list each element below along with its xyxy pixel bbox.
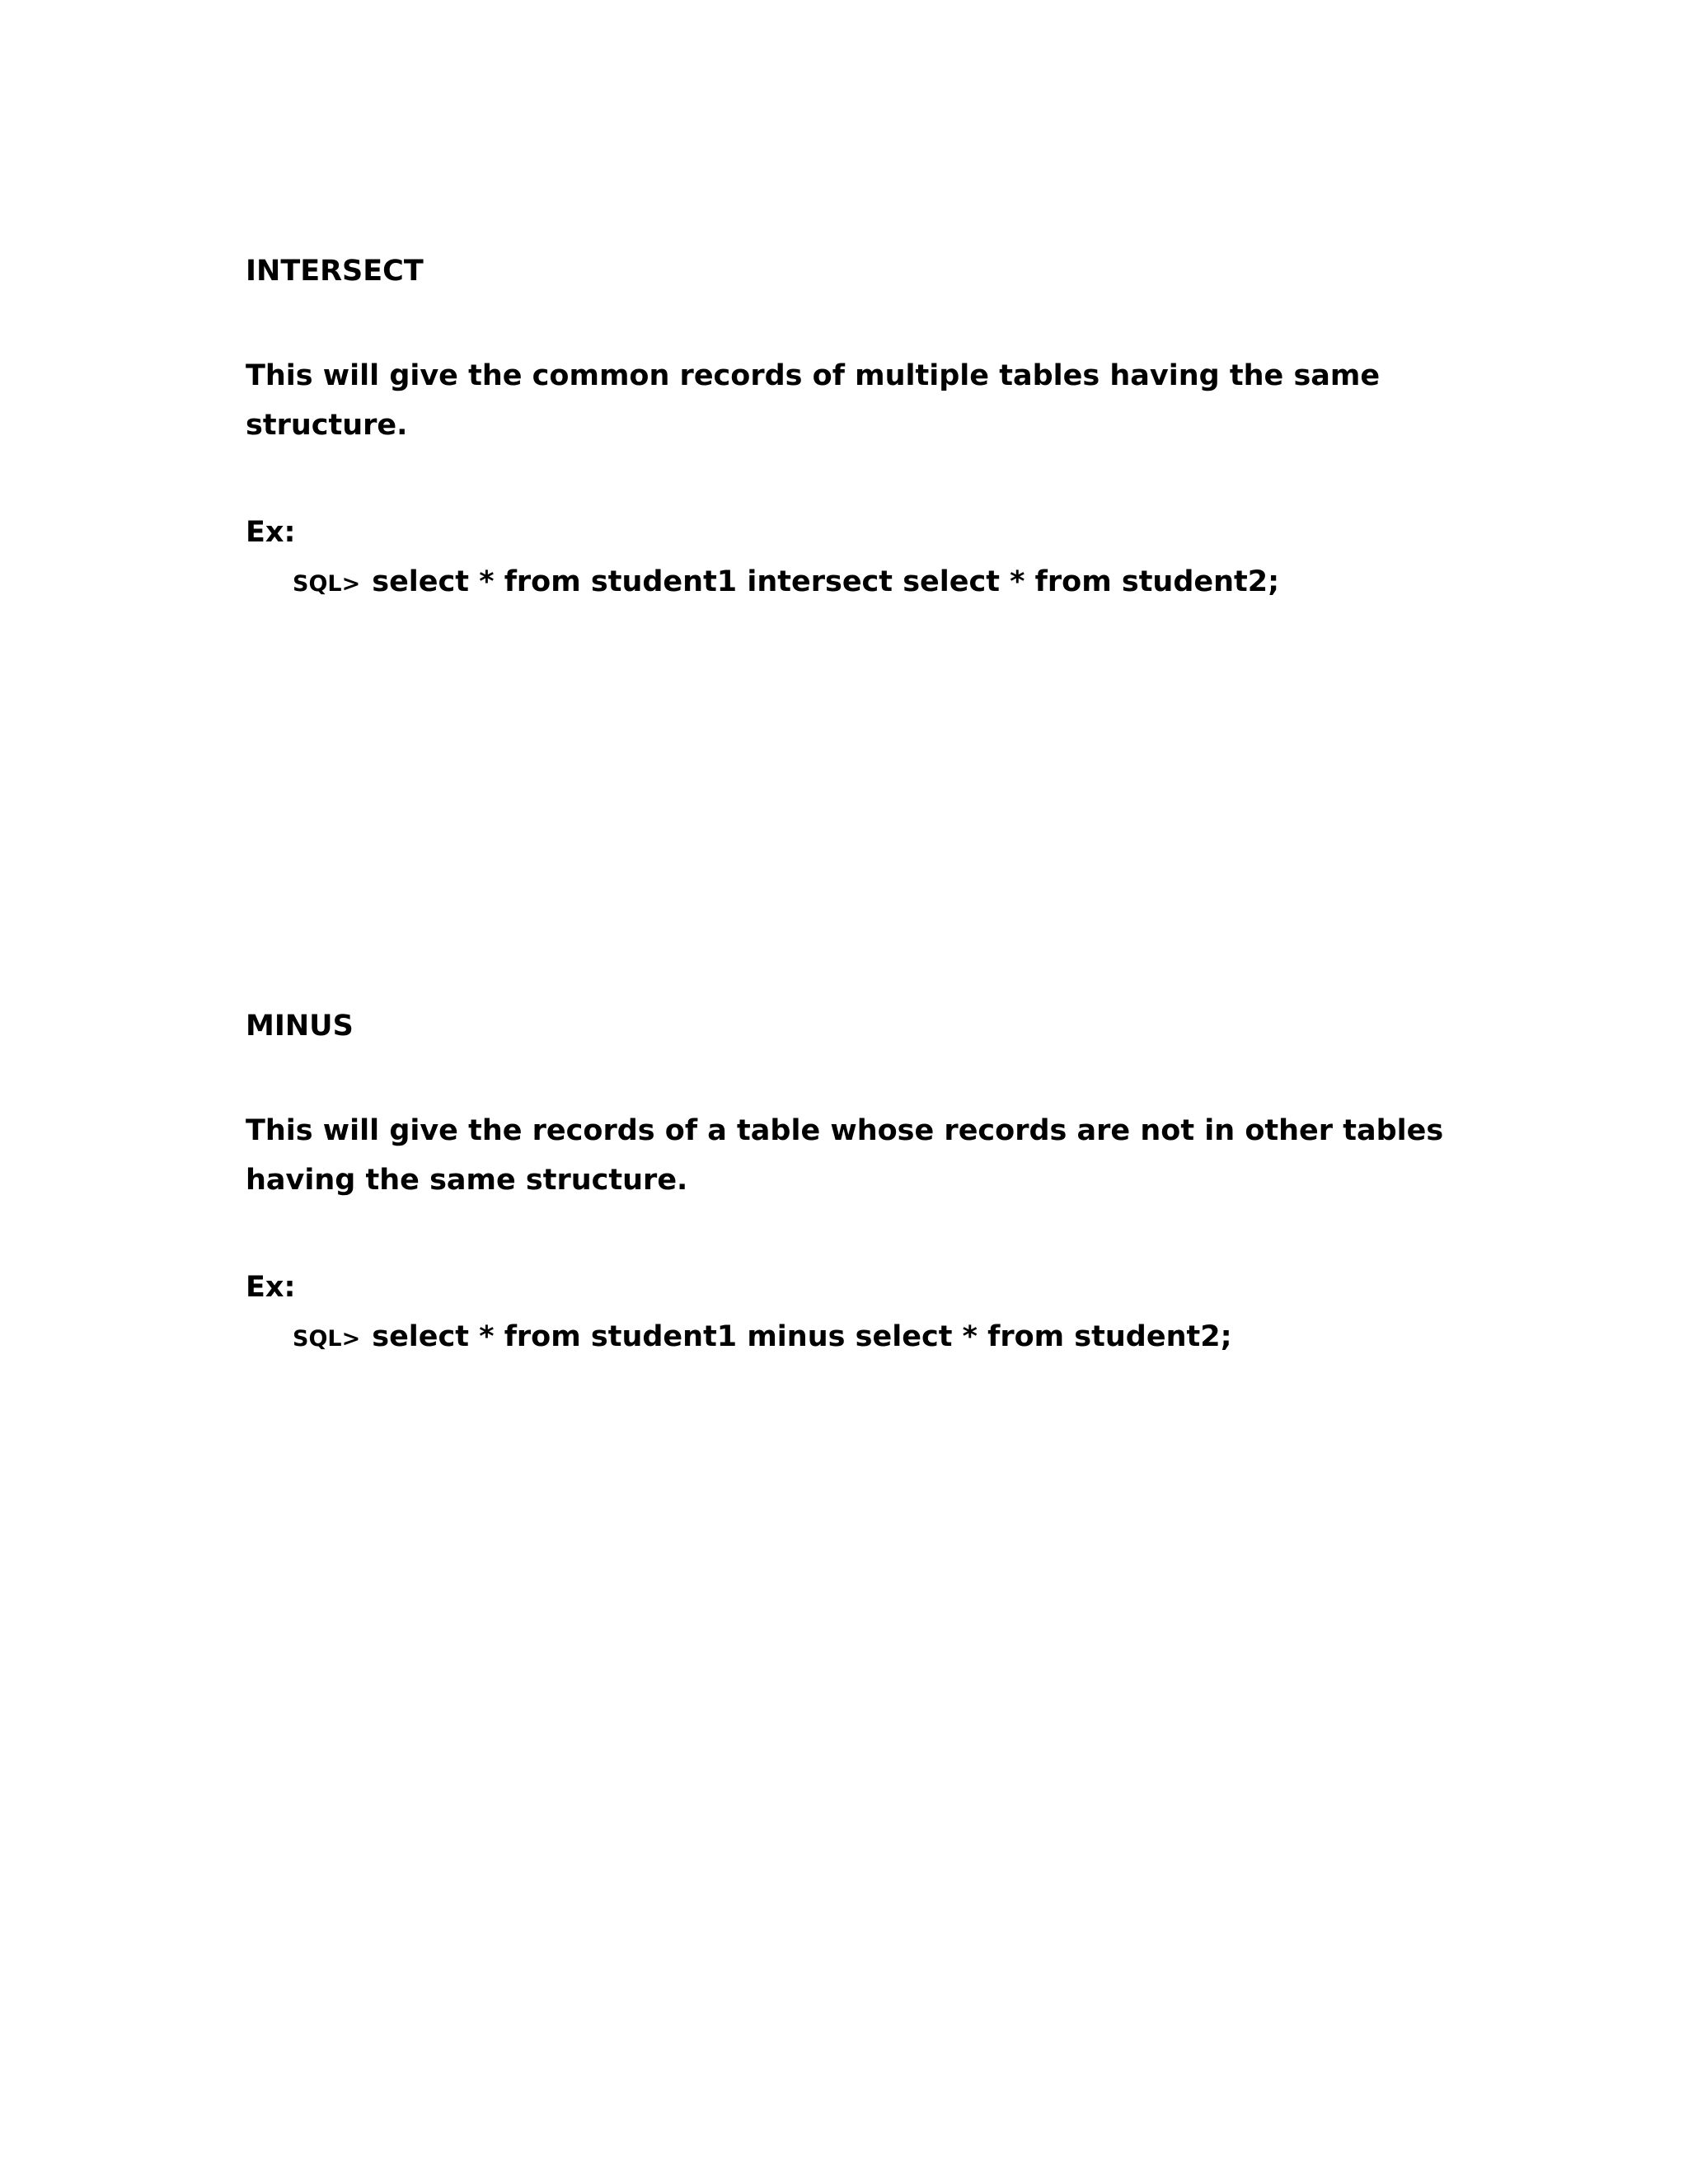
section-description-line: structure. — [246, 409, 408, 442]
sql-example — [293, 565, 1279, 602]
example-label: Ex: — [246, 516, 296, 549]
sql-query: select * from student1 minus select * from student2; — [372, 1320, 1232, 1353]
sql-prompt: SQL> — [293, 571, 361, 597]
sql-example — [293, 1319, 1232, 1357]
section-heading: MINUS — [246, 1010, 354, 1043]
section-description-line: This will give the records of a table whose records are not in other tables — [246, 1114, 1444, 1147]
section-heading: INTERSECT — [246, 255, 424, 288]
section-description-line: having the same structure. — [246, 1164, 688, 1197]
example-label: Ex: — [246, 1271, 296, 1304]
section-description-line: This will give the common records of multiple tables having the same — [246, 359, 1381, 392]
sql-query: select * from student1 intersect select * from student2; — [372, 565, 1280, 598]
sql-prompt: SQL> — [293, 1326, 361, 1352]
